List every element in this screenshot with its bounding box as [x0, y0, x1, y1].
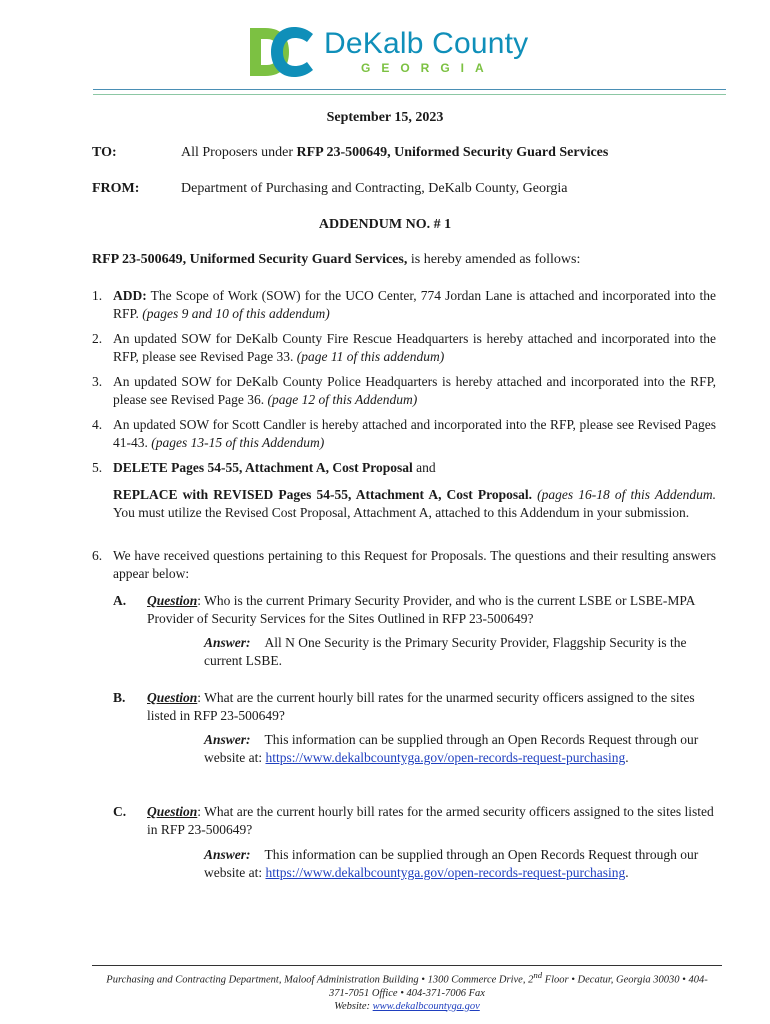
- open-records-link[interactable]: https://www.dekalbcountyga.gov/open-records-request-purchasing: [265, 865, 626, 880]
- intro-line: [92, 252, 580, 268]
- item-page-ref: (pages 9 and 10 of this addendum): [142, 306, 330, 321]
- answer-block: [204, 846, 716, 882]
- item-page-ref: (page 11 of this addendum): [296, 349, 445, 364]
- intro-rest: is hereby amended as follows:: [407, 252, 581, 267]
- item-text: An updated SOW for DeKalb County Police Headquarters is hereby attached and incorporated into the RFP, please see Revised Page 36.: [113, 374, 716, 407]
- answer-block: [204, 731, 716, 767]
- to-label: TO:: [92, 145, 117, 160]
- list-item: [92, 373, 716, 409]
- question-label: Question: [147, 690, 198, 705]
- answer-content: This information can be supplied through an Open Records Request through our website at:: [204, 732, 699, 765]
- header-rule: [93, 89, 726, 90]
- item-body: [113, 373, 716, 409]
- item-number: 6.: [92, 548, 103, 563]
- item-keyword: REPLACE with REVISED Pages 54-55, Attachment A, Cost Proposal.: [113, 487, 533, 502]
- county-name: DeKalb County: [324, 27, 529, 60]
- list-item: [92, 416, 716, 452]
- footer-address-sup: nd: [533, 970, 543, 980]
- item-body: [113, 287, 716, 323]
- footer: [92, 969, 722, 1013]
- answer-block: [204, 634, 716, 670]
- question-content: : What are the current hourly bill rates for the unarmed security officers assigned to the sites listed in RFP 23-500649?: [147, 690, 695, 723]
- footer-address-part1: Purchasing and Contracting Department, Maloof Administration Building • 1300 Commerce Drive, 2: [106, 974, 534, 986]
- footer-address-part2: Floor • Decatur, Georgia 30030 • 404-: [542, 974, 708, 986]
- answer-punctuation: .: [625, 750, 629, 765]
- list-item-continuation: [92, 486, 716, 522]
- item-body: [113, 459, 716, 477]
- question-text: [147, 689, 717, 725]
- to-rfp: RFP 23-500649, Uniformed Security Guard Services: [296, 145, 609, 160]
- question-label: Question: [147, 804, 198, 819]
- footer-rule: [92, 965, 722, 966]
- item-text: and: [412, 460, 436, 475]
- question-text: [147, 592, 717, 628]
- item-keyword: ADD:: [113, 288, 147, 303]
- item-number: 1.: [92, 288, 103, 303]
- item-number: 2.: [92, 331, 103, 346]
- list-item: [92, 287, 716, 323]
- header-rule-secondary: [93, 94, 726, 95]
- addendum-title: ADDENDUM NO. # 1: [318, 217, 452, 232]
- open-records-link[interactable]: https://www.dekalbcountyga.gov/open-records-request-purchasing: [265, 750, 626, 765]
- list-item: [92, 547, 716, 583]
- question-letter: B.: [113, 690, 126, 705]
- item-number: 4.: [92, 417, 103, 432]
- to-text: [181, 145, 608, 161]
- question-letter: A.: [113, 593, 127, 608]
- item-body: [113, 330, 716, 366]
- answer-content: This information can be supplied through an Open Records Request through our website at:: [204, 847, 699, 880]
- item-number: 5.: [92, 460, 103, 475]
- letterhead: [0, 0, 770, 96]
- item-text: An updated SOW for DeKalb County Fire Rescue Headquarters is hereby attached and incorporated into the RFP, please see Revised Page 33.: [113, 331, 716, 364]
- item-keyword: DELETE Pages 54-55, Attachment A, Cost Proposal: [113, 460, 413, 475]
- intro-rfp: RFP 23-500649, Uniformed Security Guard Services,: [92, 252, 408, 267]
- list-item: [92, 459, 716, 477]
- footer-website: [92, 1000, 722, 1013]
- answer-content: All N One Security is the Primary Security Provider, Flaggship Security is the current LSBE.: [204, 635, 687, 668]
- item-number: 3.: [92, 374, 103, 389]
- item-text: An updated SOW for Scott Candler is hereby attached and incorporated into the RFP, please see Revised Pages 41-43.: [113, 417, 716, 450]
- from-text: Department of Purchasing and Contracting, DeKalb County, Georgia: [181, 181, 568, 196]
- website-link[interactable]: www.dekalbcountyga.gov: [372, 1000, 480, 1012]
- list-item: [92, 330, 716, 366]
- state-name: GEORGIA: [361, 61, 495, 75]
- answer-label: Answer:: [204, 732, 251, 747]
- question-text: [147, 803, 717, 839]
- answer-label: Answer:: [204, 635, 251, 650]
- footer-website-label: Website:: [334, 1000, 373, 1012]
- letter-date: September 15, 2023: [326, 110, 444, 125]
- question-letter: C.: [113, 804, 127, 819]
- question-block: [113, 592, 717, 628]
- item-text: You must utilize the Revised Cost Proposal, Attachment A, attached to this Addendum in your submission.: [113, 505, 690, 520]
- item-body: [113, 486, 716, 522]
- from-label: FROM:: [92, 181, 140, 196]
- dekalb-logo-icon: [249, 26, 315, 78]
- item-page-ref: (pages 13-15 of this Addendum): [151, 435, 325, 450]
- item-text: The Scope of Work (SOW) for the UCO Center, 774 Jordan Lane is attached and incorporated into the RFP.: [113, 288, 716, 321]
- item-body: We have received questions pertaining to this Request for Proposals. The questions and their resulting answers appear below:: [113, 548, 716, 581]
- answer-punctuation: .: [625, 865, 629, 880]
- question-label: Question: [147, 593, 198, 608]
- question-block: [113, 689, 717, 725]
- question-content: : What are the current hourly bill rates for the armed security officers assigned to the sites listed in RFP 23-500649?: [147, 804, 714, 837]
- item-page-ref: (page 12 of this Addendum): [267, 392, 418, 407]
- question-block: [113, 803, 717, 839]
- question-content: : Who is the current Primary Security Provider, and who is the current LSBE or LSBE-MPA Provider of Security Services for the Sites Outlined in RFP 23-500649?: [147, 593, 695, 626]
- item-body: [113, 416, 716, 452]
- answer-label: Answer:: [204, 847, 251, 862]
- item-page-ref: (pages 16-18 of this Addendum.: [532, 487, 716, 502]
- footer-phone: 371-7051 Office • 404-371-7006 Fax: [329, 987, 485, 999]
- to-prefix: All Proposers under: [181, 145, 297, 160]
- footer-address: [92, 969, 722, 987]
